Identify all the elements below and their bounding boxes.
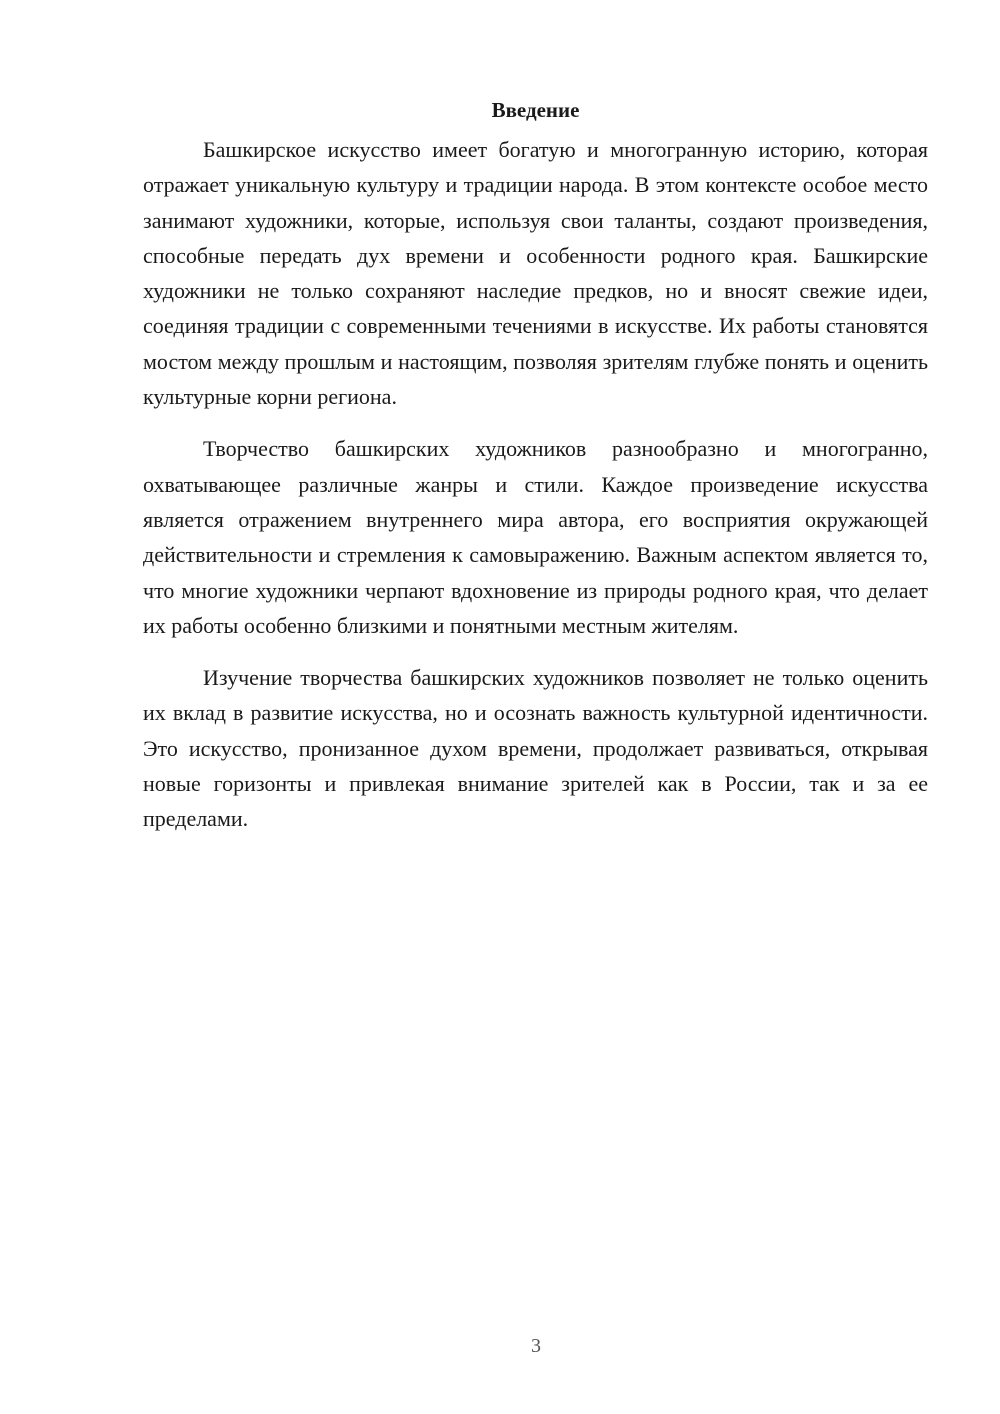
section-title: Введение xyxy=(491,98,580,122)
paragraph-1: Башкирское искусство имеет богатую и многогранную историю, которая отражает уникальную культуру и традиции народа. В этом контексте особое место занимают художники, которые, используя свои таланты, создают произведения, способные передать дух времени и особенности родного края. Башкирские художники не только сохраняют наследие предков, но и вносят свежие идеи, соединяя традиции с современными течениями в искусстве. Их работы становятся мостом между прошлым и настоящим, позволяя зрителям глубже понять и оценить культурные корни региона. xyxy=(143,137,928,410)
page-content xyxy=(143,96,928,837)
paragraph-3: Изучение творчества башкирских художников позволяет не только оценить их вклад в развитие искусства, но и осознать важность культурной идентичности. Это искусство, пронизанное духом времени, продолжает развиваться, открывая новые горизонты и привлекая внимание зрителей как в России, так и за ее пределами. xyxy=(143,665,928,832)
page-number: 3 xyxy=(531,1335,541,1357)
paragraph-2: Творчество башкирских художников разнообразно и многогранно, охватывающее различные жанры и стили. Каждое произведение искусства является отражением внутреннего мира автора, его восприятия окружающей действительности и стремления к самовыражению. Важным аспектом является то, что многие художники черпают вдохновение из природы родного края, что делает их работы особенно близкими и понятными местным жителям. xyxy=(143,436,928,638)
